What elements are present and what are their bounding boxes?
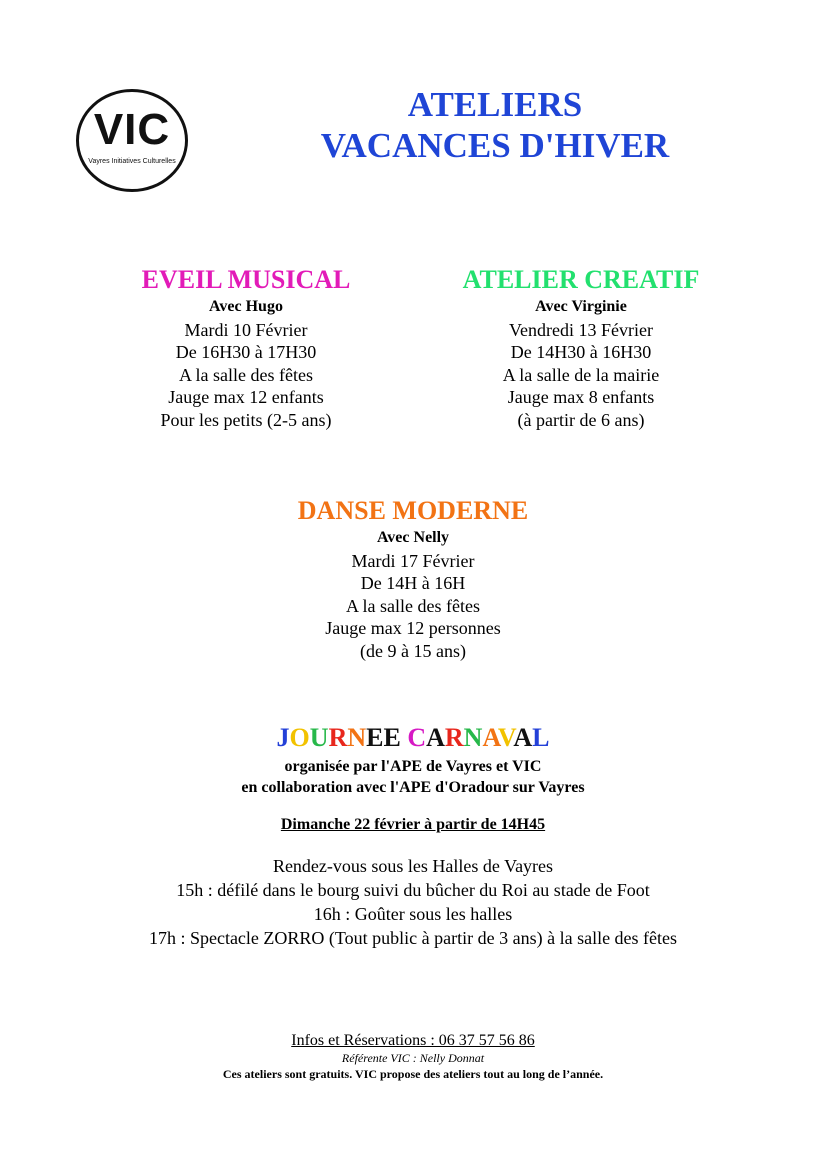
reservation-info: Infos et Réservations : 06 37 57 56 86 <box>291 1032 535 1049</box>
logo-text: VIC <box>93 105 171 154</box>
carnaval-title-letter: R <box>328 723 348 752</box>
atelier-time: De 14H30 à 16H30 <box>510 342 652 362</box>
atelier-audience: (à partir de 6 ans) <box>517 409 645 430</box>
title-line-1: ATELIERS <box>407 85 583 124</box>
logo-subtitle: Vayres Initiatives Culturelles <box>88 158 176 165</box>
carnaval-title-letter: C <box>407 723 427 752</box>
atelier-title: DANSE MODERNE <box>297 496 529 525</box>
atelier-date: Vendredi 13 Février <box>509 319 653 340</box>
carnaval-title-letter: L <box>532 723 550 752</box>
carnaval-title <box>60 723 766 753</box>
carnaval-title-letter: A <box>513 723 533 752</box>
atelier-danse-moderne <box>263 496 563 662</box>
atelier-place: A la salle des fêtes <box>179 364 313 385</box>
program-item: 16h : Goûter sous les halles <box>313 904 513 924</box>
carnaval-title-letter: J <box>276 723 290 752</box>
carnaval-title-letter: R <box>444 723 464 752</box>
program-item: 17h : Spectacle ZORRO (Tout public à partir de 3 ans) à la salle des fêtes <box>148 928 678 948</box>
carnaval-title-letter: A <box>426 723 445 752</box>
carnaval-title-letter: N <box>463 723 483 752</box>
carnaval-date: Dimanche 22 février à partir de 14H45 <box>280 816 546 833</box>
atelier-host: Avec Virginie <box>535 298 627 315</box>
carnaval-title-letter: E <box>383 723 401 752</box>
carnaval-title-letter: V <box>497 723 514 752</box>
carnaval-collaboration: en collaboration avec l'APE d'Oradour sur Vayres <box>241 779 585 796</box>
carnaval-organiser: organisée par l'APE de Vayres et VIC <box>284 758 542 775</box>
journee-carnaval <box>60 723 766 950</box>
atelier-title: EVEIL MUSICAL <box>141 265 351 294</box>
atelier-place: A la salle de la mairie <box>502 364 660 385</box>
atelier-date: Mardi 17 Février <box>351 550 475 571</box>
atelier-host: Avec Nelly <box>376 529 450 546</box>
footer <box>113 1031 713 1082</box>
atelier-audience: (de 9 à 15 ans) <box>360 640 466 661</box>
page-title <box>290 84 700 166</box>
atelier-time: De 16H30 à 17H30 <box>175 342 317 362</box>
atelier-capacity: Jauge max 12 personnes <box>325 618 501 638</box>
title-line-2: VACANCES D'HIVER <box>320 126 670 165</box>
atelier-date: Mardi 10 Février <box>184 319 308 340</box>
atelier-capacity: Jauge max 8 enfants <box>507 387 655 407</box>
atelier-audience: Pour les petits (2-5 ans) <box>160 409 332 430</box>
referente: Référente VIC : Nelly Donnat <box>341 1051 485 1065</box>
program-item: 15h : défilé dans le bourg suivi du bûcher du Roi au stade de Foot <box>176 880 650 900</box>
atelier-place: A la salle des fêtes <box>346 595 480 616</box>
atelier-title: ATELIER CREATIF <box>462 265 700 294</box>
atelier-eveil-musical <box>96 265 396 431</box>
carnaval-title-letter: N <box>347 723 367 752</box>
atelier-time: De 14H à 16H <box>360 573 466 593</box>
carnaval-title-letter: U <box>309 723 329 752</box>
vic-logo <box>76 89 188 192</box>
atelier-capacity: Jauge max 12 enfants <box>168 387 324 407</box>
carnaval-title-letter: E <box>366 723 384 752</box>
program-item: Rendez-vous sous les Halles de Vayres <box>272 856 554 876</box>
carnaval-title-letter: O <box>289 723 310 752</box>
free-note: Ces ateliers sont gratuits. VIC propose des ateliers tout au long de l’année. <box>222 1067 604 1081</box>
carnaval-program <box>60 854 766 950</box>
atelier-creatif <box>431 265 731 431</box>
atelier-host: Avec Hugo <box>209 298 283 315</box>
carnaval-title-letter: A <box>482 723 498 752</box>
